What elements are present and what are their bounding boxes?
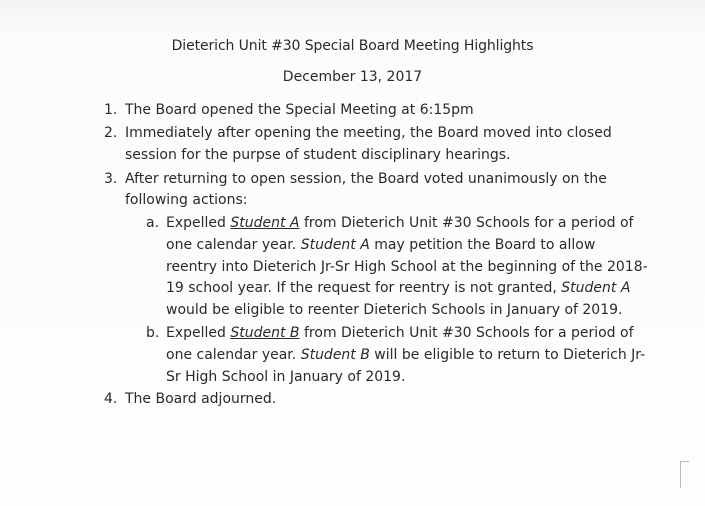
subitem-a-line-5: would be eligible to reenter Dieterich Schools in January of 2019. [166, 302, 623, 318]
item-4-line-1: The Board adjourned. [125, 391, 277, 407]
student-name: Student A [300, 237, 370, 253]
item-number: 4. [104, 391, 118, 407]
item-3-line-1: After returning to open session, the Board voted unanimously on the [125, 171, 607, 187]
scan-mark [680, 461, 689, 488]
item-number: 1. [104, 102, 118, 118]
item-3-line-2: following actions: [125, 192, 248, 208]
document-title: Dieterich Unit #30 Special Board Meeting Highlights [171, 38, 534, 54]
subitem-a-line-3: reentry into Dieterich Jr-Sr High School at the beginning of the 2018- [166, 259, 648, 275]
subitem-b-line-3: Sr High School in January of 2019. [166, 369, 406, 385]
item-1-line-1: The Board opened the Special Meeting at 6:15pm [125, 102, 474, 118]
subitem-b-line-1: Expelled Student B from Dieterich Unit #30 Schools for a period of [166, 325, 634, 341]
item-number: 3. [104, 171, 118, 187]
item-2-line-2: session for the purpse of student disciplinary hearings. [125, 147, 511, 163]
subitem-a-line-2: one calendar year. Student A may petition the Board to allow [166, 237, 596, 253]
document-date: December 13, 2017 [282, 69, 423, 85]
subitem-a-line-1: Expelled Student A from Dieterich Unit #30 Schools for a period of [166, 215, 634, 231]
student-name: Student B [230, 325, 300, 341]
subitem-a-line-4: 19 school year. If the request for reentry is not granted, Student A [166, 280, 631, 296]
subitem-letter: a. [146, 215, 160, 231]
subitem-letter: b. [146, 325, 160, 341]
item-number: 2. [104, 125, 118, 141]
subitem-b-line-2: one calendar year. Student B will be eligible to return to Dieterich Jr- [166, 347, 646, 363]
student-name: Student B [300, 347, 370, 363]
student-name: Student A [230, 215, 300, 231]
item-2-line-1: Immediately after opening the meeting, the Board moved into closed [125, 125, 612, 141]
student-name: Student A [561, 280, 631, 296]
